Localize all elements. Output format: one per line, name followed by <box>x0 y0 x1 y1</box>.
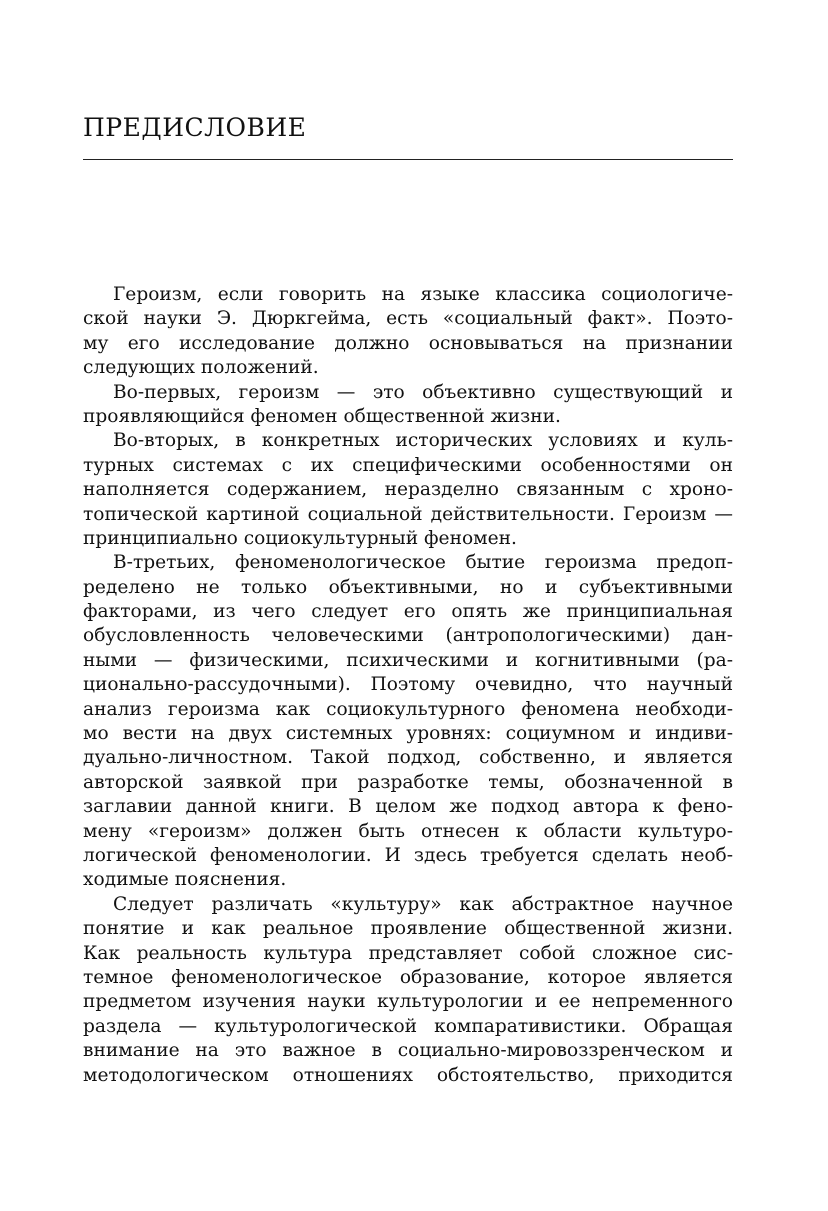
book-page <box>83 0 733 1211</box>
text-line: Героизм, если говорить на языке классика социологиче- <box>113 284 733 305</box>
text-line: темное феноменологическое образование, которое является <box>83 966 733 988</box>
text-line: В-третьих, феноменологическое бытие героизма предоп- <box>113 552 733 574</box>
text-line: обусловленность человеческими (антропологическими) дан- <box>83 625 733 647</box>
text-line: ными — физическими, психическими и когнитивными (ра- <box>83 649 733 671</box>
text-line: ционально-рассудочными). Поэтому очевидно, что научный <box>83 674 733 696</box>
body-text <box>83 283 733 1088</box>
paragraph <box>83 283 733 381</box>
text-line: внимание на это важное в социально-мировоззренческом и <box>83 1040 733 1062</box>
title-rule <box>83 159 733 160</box>
text-line: авторской заявкой при разработке темы, обозначенной в <box>83 771 733 793</box>
text-line: топической картиной социальной действительности. Героизм — <box>83 503 733 525</box>
text-line: дуально-личностном. Такой подход, собственно, и является <box>83 747 733 769</box>
text-line: Во-первых, героизм — это объективно существующий и <box>113 381 733 403</box>
text-line: принципиально социокультурный феномен. <box>83 527 517 549</box>
text-line: предметом изучения науки культурологии и ее непременного <box>83 991 733 1013</box>
chapter-title: ПРЕДИСЛОВИЕ <box>83 113 307 142</box>
text-line: мену «героизм» должен быть отнесен к области культуро- <box>83 820 733 842</box>
text-line: турных системах с их специфическими особенностями он <box>83 454 733 476</box>
text-line: ской науки Э. Дюркгейма, есть «социальный факт». Поэто- <box>83 308 733 330</box>
paragraph <box>83 429 733 551</box>
text-line: проявляющийся феномен общественной жизни. <box>83 405 561 427</box>
text-line: раздела — культурологической компаративистики. Обращая <box>83 1015 733 1037</box>
text-line: ределено не только объективными, но и субъективными <box>83 576 733 598</box>
text-line: Как реальность культура представляет собой сложное сис- <box>83 942 733 964</box>
text-line: Во-вторых, в конкретных исторических условиях и куль- <box>113 430 733 452</box>
paragraph <box>83 551 733 892</box>
text-line: мо вести на двух системных уровнях: социумном и индиви- <box>83 723 733 745</box>
paragraph <box>83 893 733 1088</box>
text-line: факторами, из чего следует его опять же принципиальная <box>83 601 733 623</box>
text-line: наполняется содержанием, неразделно связанным с хроно- <box>83 479 733 501</box>
paragraph <box>83 381 733 430</box>
text-line: понятие и как реальное проявление общественной жизни. <box>83 918 733 940</box>
text-line: логической феноменологии. И здесь требуется сделать необ- <box>83 844 733 866</box>
text-line: ходимые пояснения. <box>83 869 287 891</box>
text-line: анализ героизма как социокультурного феномена необходи- <box>83 698 733 720</box>
text-line: Следует различать «культуру» как абстрактное научное <box>113 893 733 915</box>
text-line: следующих положений. <box>83 357 319 379</box>
text-line: заглавии данной книги. В целом же подход автора к фено- <box>83 796 733 818</box>
text-line: му его исследование должно основываться на признании <box>83 332 733 354</box>
text-line: методологическом отношениях обстоятельство, приходится <box>83 1064 733 1086</box>
